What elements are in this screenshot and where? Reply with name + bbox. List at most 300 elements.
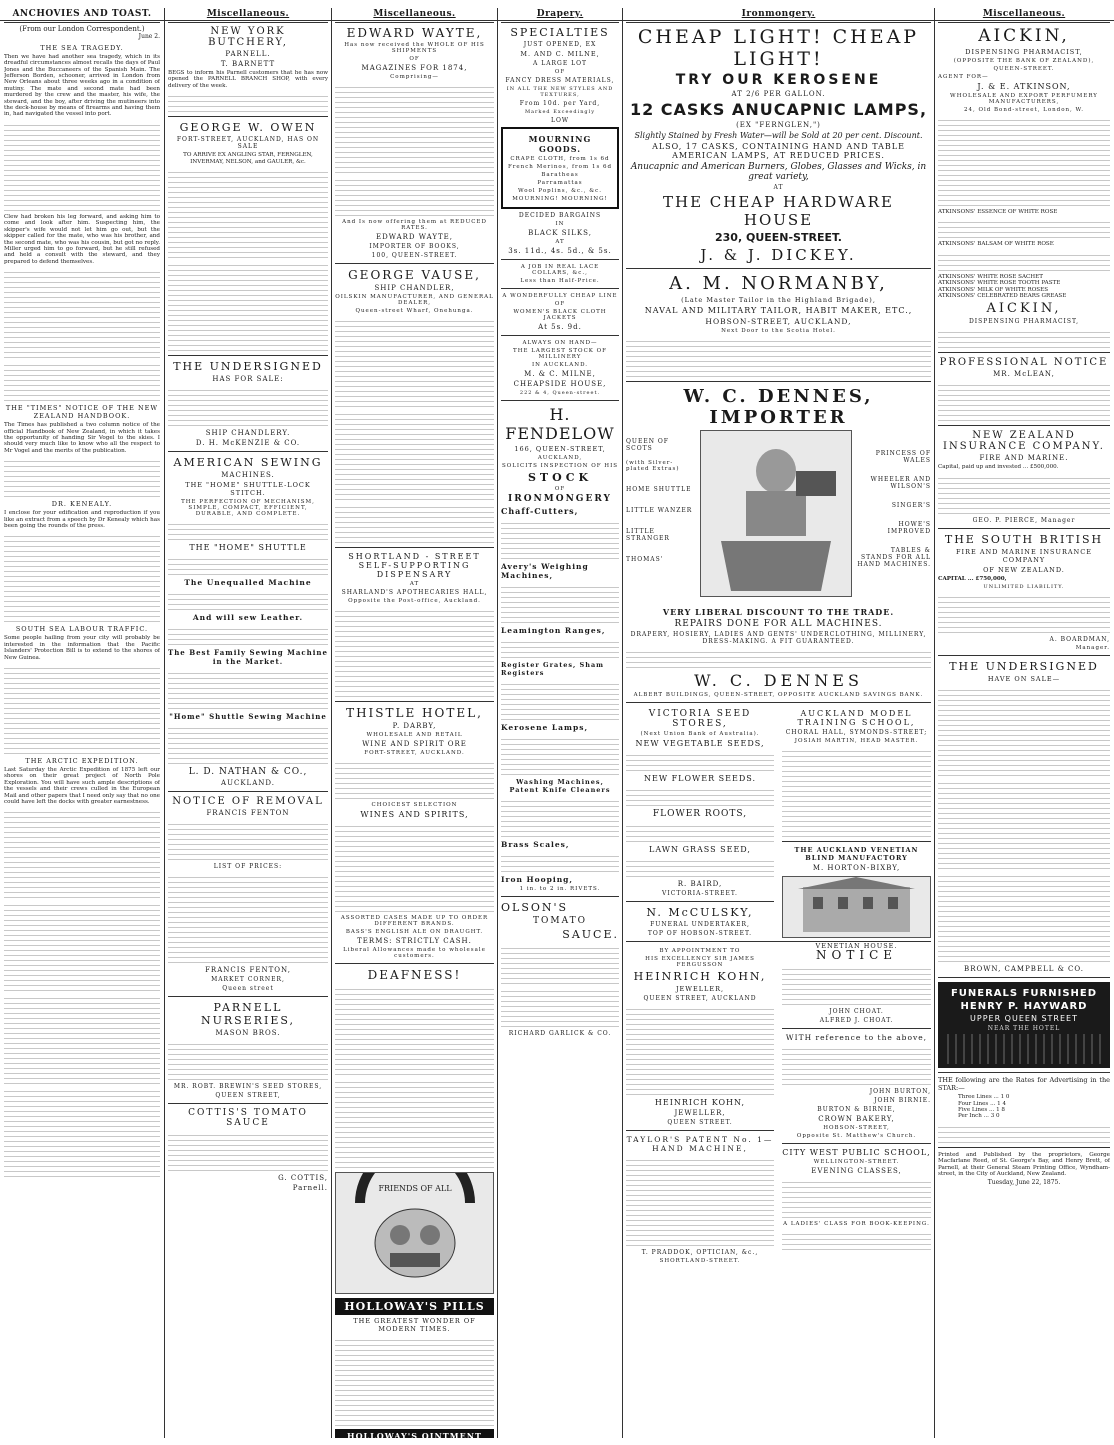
ad-signature: R. BAIRD, bbox=[677, 880, 723, 888]
ad-subtitle: AUCKLAND, bbox=[537, 455, 583, 461]
ad-subtitle: Comprising— bbox=[390, 74, 439, 80]
ad-signature: A. BOARDMAN, bbox=[1049, 636, 1110, 644]
ad-subtitle: (Next Union Bank of Australia). bbox=[640, 731, 760, 737]
column-rule bbox=[164, 8, 165, 1438]
machine-name: QUEEN OF SCOTS bbox=[626, 438, 669, 452]
ad-title: TAYLOR'S PATENT No. 1—HAND MACHINE, bbox=[626, 1135, 774, 1153]
machine-name: SINGER'S bbox=[891, 502, 931, 509]
text-block bbox=[335, 1078, 494, 1168]
ad-text: The Unequalled Machine bbox=[184, 578, 312, 588]
text-block bbox=[501, 852, 619, 872]
ad-signature: VICTORIA-STREET. bbox=[662, 890, 738, 897]
text-block bbox=[626, 648, 931, 668]
ad-subtitle: STOCK bbox=[527, 471, 593, 484]
text-block bbox=[335, 410, 494, 500]
ad-title: HOLLOWAY'S OINTMENT bbox=[335, 1429, 494, 1438]
text-block bbox=[626, 1156, 774, 1246]
article-heading: THE SEA TRAGEDY. bbox=[40, 43, 124, 52]
ad-text: The Best Family Sewing Machine in the Market. bbox=[168, 648, 328, 667]
ad-subtitle: OF bbox=[554, 69, 566, 75]
ad-subtitle: HAS FOR SALE: bbox=[212, 375, 284, 384]
ad-line: CHEAPSIDE HOUSE, bbox=[513, 380, 607, 388]
ad-title: CHEAP LIGHT! CHEAP LIGHT! bbox=[637, 26, 920, 70]
text-block bbox=[168, 386, 328, 426]
column-3 bbox=[335, 8, 494, 1438]
ad-subtitle: FANCY DRESS MATERIALS, bbox=[505, 77, 615, 84]
ad-line: ALWAYS ON HAND— bbox=[522, 340, 598, 346]
article-heading: THE ARCTIC EXPEDITION. bbox=[25, 757, 139, 765]
ad-title: VICTORIA SEED STORES, bbox=[648, 709, 752, 729]
ad-line: Anucapnic and American Burners, Globes, Glasses and Wicks, in great variety, bbox=[630, 162, 927, 182]
divider bbox=[938, 1072, 1110, 1073]
ad-signature: BROWN, CAMPBELL & CO. bbox=[964, 965, 1084, 974]
column-heading: Miscellaneous. bbox=[938, 8, 1110, 23]
ad-signature: DISPENSING PHARMACIST, bbox=[968, 318, 1080, 326]
ad-line: (EX "FERNGLEN,") bbox=[736, 121, 821, 129]
ad-title: THE SOUTH BRITISH bbox=[944, 532, 1104, 546]
divider bbox=[501, 400, 619, 401]
ad-subtitle: MR. ROBT. BREWIN'S SEED STORES, bbox=[173, 1083, 323, 1091]
ad-heading: Leamington Ranges, bbox=[501, 626, 606, 635]
ad-line: A JOB IN REAL LACE COLLARS, &c., bbox=[520, 264, 600, 276]
column-1 bbox=[4, 8, 160, 1438]
ad-text: BEGS to inform his Parnell customers that he has now opened the PARNELL BRANCH SHOP, with every delivery of the week. bbox=[168, 70, 328, 89]
text-block bbox=[4, 457, 160, 497]
column-rule bbox=[622, 8, 623, 1438]
ad-heading: Chaff-Cutters, bbox=[501, 506, 579, 516]
text-block bbox=[168, 92, 328, 112]
box-line: Parramattas bbox=[537, 180, 583, 186]
ad-subtitle: MACHINES. bbox=[221, 471, 275, 480]
ad-subtitle: IRONMONGERY bbox=[508, 494, 612, 504]
ad-line: BLACK SILKS, bbox=[528, 229, 592, 237]
ad-signature: Manager. bbox=[1075, 645, 1110, 652]
machine-name: HOME SHUTTLE bbox=[626, 486, 692, 493]
article-paragraph: Then we have had another sea tragedy, which in its dreadful circumstances almost recalls the days of Paul Jones and the Buccaneers of the Spanish Main. The Jefferson Borden, schooner, arrived in London from New Orleans about three weeks ago in a condition of mutiny. The mate and second mate had been murdered by the crew and the master, his wife, the steward, and the boy, after driving the mutineers into the deck-house by means of firearms and having them in, had navigated the vessel into port. bbox=[4, 53, 160, 118]
ad-line: IN AUCKLAND. bbox=[531, 362, 589, 368]
text-block bbox=[626, 857, 774, 877]
subcol-right bbox=[782, 707, 931, 952]
text-block bbox=[4, 901, 160, 991]
ad-title: THISTLE HOTEL, bbox=[346, 706, 483, 720]
ad-title: THE UNDERSIGNED bbox=[949, 660, 1099, 674]
ad-subtitle: Has now received the WHOLE OF HIS SHIPMENTS bbox=[344, 42, 485, 54]
holloway-engraving bbox=[335, 1172, 494, 1294]
text-block bbox=[501, 735, 619, 775]
ad-line: ALSO, 17 CASKS, CONTAINING HAND AND TABLE AMERICAN LAMPS, AT REDUCED PRICES. bbox=[652, 142, 905, 160]
building-drawing bbox=[783, 877, 930, 935]
ad-subtitle: OF bbox=[554, 486, 566, 492]
ad-name: T. BARNETT bbox=[220, 60, 276, 68]
text-block bbox=[168, 590, 328, 610]
text-block bbox=[938, 474, 1110, 514]
divider bbox=[626, 381, 931, 382]
ad-text: Liberal Allowances made to wholesale customers. bbox=[343, 947, 486, 959]
funerals-address: UPPER QUEEN STREET bbox=[970, 1014, 1078, 1024]
rates-row: Per Inch ... 3 0 bbox=[958, 1113, 1000, 1120]
text-block bbox=[168, 168, 328, 258]
mourning-box bbox=[501, 127, 619, 209]
column-heading: Drapery. bbox=[501, 8, 619, 23]
ad-agents: L. D. NATHAN & CO., bbox=[188, 767, 308, 778]
ad-text: THE PERFECTION OF MECHANISM, SIMPLE, COMPACT, EFFICIENT, DURABLE, AND COMPLETE. bbox=[181, 499, 315, 518]
divider bbox=[626, 268, 931, 269]
text-block bbox=[168, 1040, 328, 1080]
text-block bbox=[335, 176, 494, 216]
dateline: (From our London Correspondent.) bbox=[19, 25, 145, 33]
divider bbox=[626, 702, 931, 703]
divider bbox=[501, 896, 619, 897]
ad-title: DEAFNESS! bbox=[367, 968, 462, 982]
text-block bbox=[938, 872, 1110, 962]
divider bbox=[938, 655, 1110, 656]
ad-subtitle: QUEEN-STREET. bbox=[993, 66, 1055, 72]
column-5 bbox=[626, 8, 931, 1438]
text-block bbox=[938, 116, 1110, 206]
ad-address: ALBERT BUILDINGS, QUEEN-STREET, OPPOSITE AUCKLAND SAVINGS BANK. bbox=[633, 692, 924, 698]
ad-subtitle: FIRE AND MARINE. bbox=[979, 454, 1069, 463]
article-paragraph: Clew had broken his leg forward, and asking him to come and look after him. Suspecting him, the skipper's wife would not let him go out, but the skipper called for the mate, who was his brother, and the second mate, who was his cousin, but got no reply. Miller urged him to go forward, but he still refused and held a consult with the steward, and they prepared to defend themselves. bbox=[4, 213, 160, 265]
ad-title: HOLLOWAY'S PILLS bbox=[335, 1298, 494, 1315]
ad-subtitle: DISPENSING PHARMACIST, bbox=[965, 48, 1083, 56]
ad-name: J. & E. ATKINSON, bbox=[977, 82, 1071, 91]
ad-subtitle: M. AND C. MILNE, bbox=[520, 50, 600, 58]
machine-name: THOMAS' bbox=[626, 556, 664, 563]
divider bbox=[938, 425, 1110, 426]
text-block bbox=[335, 985, 494, 1075]
ad-subtitle: HOBSON-STREET, AUCKLAND, bbox=[705, 317, 852, 326]
rates-row: Four Lines ... 1 4 bbox=[958, 1100, 1007, 1107]
ad-headline: TRY OUR KEROSENE bbox=[675, 72, 882, 88]
ad-line: LAWN GRASS SEED, bbox=[649, 845, 751, 854]
ad-signature: Queen street bbox=[222, 985, 274, 993]
text-block bbox=[782, 965, 931, 1005]
divider bbox=[335, 701, 494, 702]
ad-line: M. & C. MILNE, bbox=[524, 370, 596, 378]
ad-line: AT bbox=[555, 239, 565, 245]
text-block bbox=[782, 1178, 931, 1218]
text-block bbox=[626, 337, 931, 377]
divider bbox=[168, 996, 328, 997]
ad-subtitle: PARNELL. bbox=[225, 50, 271, 58]
ad-line: Less than Half-Price. bbox=[520, 278, 600, 284]
text-block bbox=[782, 1230, 931, 1250]
ad-text: "Home" Shuttle Sewing Machine bbox=[169, 712, 327, 722]
ad-text: THE "HOME" SHUTTLE-LOCK STITCH. bbox=[185, 481, 311, 498]
ad-title: W. C. DENNES, IMPORTER bbox=[683, 386, 874, 428]
ad-subtitle: NAVAL AND MILITARY TAILOR, HABIT MAKER, ETC., bbox=[644, 306, 913, 315]
ad-heading: Kerosene Lamps, bbox=[501, 723, 589, 732]
text-block bbox=[626, 751, 774, 771]
ad-signature: W. C. DENNES bbox=[694, 671, 863, 690]
machine-name: PRINCESS OF WALES bbox=[875, 450, 931, 464]
ad-signature: JEWELLER, bbox=[674, 1109, 726, 1117]
ad-line: DRAPERY, HOSIERY, LADIES AND GENTS' UNDERCLOTHING, MILLINERY, DRESS-MAKING. A FIT GUARANTEED. bbox=[630, 631, 927, 645]
emblem-banner: FRIENDS OF ALL bbox=[377, 1184, 452, 1193]
sewing-machine-illustration bbox=[700, 430, 852, 597]
ad-title: NEW ZEALAND INSURANCE COMPANY. bbox=[943, 430, 1105, 453]
machine-name: HOWE'S IMPROVED bbox=[887, 521, 931, 535]
box-line: Wool Poplins, &c., &c. bbox=[517, 188, 603, 194]
text-block bbox=[168, 1131, 328, 1171]
ad-line: WOMEN'S BLACK CLOTH JACKETS bbox=[513, 309, 607, 321]
ad-title: AICKIN, bbox=[978, 26, 1070, 46]
text-block bbox=[501, 680, 619, 720]
ad-signature: JOHN CHOAT. bbox=[829, 1008, 884, 1015]
ad-subtitle: Next Door to the Scotia Hotel. bbox=[721, 328, 836, 334]
machine-list-left bbox=[626, 430, 696, 573]
box-line: MOURNING! MOURNING! bbox=[512, 196, 608, 202]
product-item: ATKINSONS' WHITE ROSE SACHET bbox=[938, 273, 1043, 280]
ad-subtitle: IN ALL THE NEW STYLES AND TEXTURES, bbox=[506, 86, 614, 98]
product-item: ATKINSONS' MILK OF WHITE ROSES bbox=[938, 286, 1049, 293]
ad-signature: FRANCIS FENTON, bbox=[205, 966, 291, 975]
ad-subtitle: VENETIAN HOUSE. bbox=[815, 942, 898, 950]
subcol-left bbox=[626, 707, 774, 939]
ad-title: THE AUCKLAND VENETIAN BLIND MANUFACTORY bbox=[794, 846, 919, 862]
divider bbox=[168, 116, 328, 117]
ad-signature: D. H. McKENZIE & CO. bbox=[195, 439, 301, 448]
machine-name: LITTLE STRANGER bbox=[626, 528, 670, 542]
ad-line: AT 2/6 PER GALLON. bbox=[731, 90, 826, 98]
article-paragraph: Last Saturday the Arctic Expedition of 1875 left our shores on their great project of North Pole Exploration. You will have such ample descriptions of the vessels and their crews culled in the European Mail and other papers that I need only say that no one could have left the docks with greater earnestness. bbox=[4, 767, 160, 806]
ad-title: AUCKLAND MODEL TRAINING SCHOOL, bbox=[797, 709, 916, 727]
ad-subtitle: TOP OF HOBSON-STREET. bbox=[647, 930, 753, 937]
ad-subtitle: WINE AND SPIRIT ORE bbox=[362, 740, 467, 748]
text-block bbox=[168, 873, 328, 963]
ad-subtitle: JOSIAH MARTIN, HEAD MASTER. bbox=[794, 738, 919, 744]
ad-name: P. DARBY, bbox=[392, 722, 437, 730]
text-block bbox=[168, 669, 328, 709]
ad-address: 230, QUEEN-STREET. bbox=[715, 231, 842, 244]
ad-subtitle: Queen-street Wharf, Onehunga. bbox=[355, 308, 474, 314]
column-rule bbox=[331, 8, 332, 1438]
ad-appointment: HIS EXCELLENCY SIR JAMES FERGUSSON bbox=[645, 956, 755, 968]
article-heading: THE "TIMES" NOTICE OF THE NEW ZEALAND HANDBOOK. bbox=[5, 404, 159, 421]
article-heading: DR. KENEALY. bbox=[51, 500, 113, 509]
text-block bbox=[4, 664, 160, 754]
machine-name: (with Silver-plated Extras) bbox=[626, 460, 680, 472]
divider bbox=[501, 259, 619, 260]
divider bbox=[335, 963, 494, 964]
ad-subtitle: OILSKIN MANUFACTURER, AND GENERAL DEALER, bbox=[335, 294, 494, 306]
column-2 bbox=[168, 8, 328, 1438]
ad-subtitle: OF NEW ZEALAND. bbox=[983, 565, 1065, 574]
divider bbox=[782, 1143, 931, 1144]
ad-subtitle: AGENT FOR— bbox=[938, 74, 989, 80]
ad-signature: QUEEN STREET. bbox=[667, 1119, 733, 1126]
ad-signature: CROWN BAKERY, bbox=[818, 1115, 895, 1123]
divider bbox=[626, 901, 774, 902]
ad-name: M. HORTON-BIXBY, bbox=[812, 864, 901, 872]
ad-subtitle: From 10d. per Yard, bbox=[519, 100, 601, 107]
text-block bbox=[335, 317, 494, 407]
text-block bbox=[4, 808, 160, 898]
product-item: ATKINSONS' BALSAM OF WHITE ROSE bbox=[938, 241, 1054, 248]
rates-table bbox=[938, 1094, 1110, 1120]
ad-line: At 5s. 9d. bbox=[538, 323, 582, 331]
ad-title: CITY WEST PUBLIC SCHOOL, bbox=[782, 1148, 931, 1157]
text-block bbox=[4, 361, 160, 401]
product-item: ATKINSONS' ESSENCE OF WHITE ROSE bbox=[938, 209, 1058, 215]
text-block bbox=[938, 779, 1110, 869]
ad-line: THE LARGEST STOCK OF MILLINERY bbox=[513, 348, 607, 360]
ad-title: COTTIS'S TOMATO SAUCE bbox=[188, 1108, 308, 1129]
ad-title: SPECIALTIES bbox=[510, 26, 610, 39]
funerals-address: NEAR THE HOTEL bbox=[987, 1025, 1061, 1033]
ad-title: NOTICE OF REMOVAL bbox=[172, 796, 324, 808]
rates-heading: THE following are the Rates for Advertising in the STAR:— bbox=[938, 1076, 1110, 1092]
ad-text: 1 in. to 2 in. RIVETS. bbox=[519, 886, 601, 892]
ad-title: WITH reference to the above, bbox=[785, 1033, 928, 1042]
ad-signature: Parnell. bbox=[292, 1184, 328, 1193]
article-paragraph: Some people hailing from your city will probably be interested in the information that the Pacific Islanders' Protection Bill is to extend to the shores of New Guinea. bbox=[4, 635, 160, 661]
text-block bbox=[938, 593, 1110, 633]
text-block bbox=[938, 1123, 1110, 1143]
text-block bbox=[335, 822, 494, 912]
text-block bbox=[335, 1336, 494, 1426]
text-block bbox=[501, 944, 619, 984]
ad-signature: SHORTLAND-STREET. bbox=[659, 1258, 741, 1264]
article-date: June 2. bbox=[138, 33, 160, 41]
ad-title: N. McCULSKY, bbox=[646, 906, 754, 919]
text-block bbox=[501, 638, 619, 658]
two-col-ads-lower bbox=[626, 946, 931, 1264]
text-block bbox=[938, 251, 1110, 271]
subcol-right-lower bbox=[782, 946, 931, 1253]
ad-signature: ALFRED J. CHOAT. bbox=[819, 1017, 894, 1024]
ad-line: Slightly Stained by Fresh Water—will be Sold at 20 per cent. Discount. bbox=[634, 131, 923, 140]
ad-address: 24, Old Bond-street, London, W. bbox=[963, 107, 1084, 113]
text-block bbox=[626, 1005, 774, 1095]
ad-heading: Washing Machines, Patent Knife Cleaners bbox=[509, 778, 611, 794]
ad-subtitle: QUEEN STREET, AUCKLAND bbox=[643, 995, 757, 1002]
ad-headline: 12 CASKS ANUCAPNIC LAMPS, bbox=[629, 100, 928, 119]
text-block bbox=[938, 686, 1110, 776]
text-block bbox=[501, 797, 619, 837]
ad-subtitle: SOLICITS INSPECTION OF HIS bbox=[501, 463, 619, 469]
ad-title: PARNELL NURSERIES, bbox=[200, 1001, 296, 1028]
ad-line: A WONDERFULLY CHEAP LINE bbox=[502, 293, 618, 299]
ad-heading: Brass Scales, bbox=[501, 840, 570, 849]
ad-subtitle: LOW bbox=[550, 117, 570, 124]
ad-text: ASSORTED CASES MADE UP TO ORDER DIFFERENT BRANDS. bbox=[340, 915, 489, 927]
text-block bbox=[938, 218, 1110, 238]
imprint: Printed and Published by the proprietors, George Macfarlane Reed, of St. George's Bay, and Henry Brett, of Parnell, at their General Steam Printing Office, Wyndham-street, in the City of Auckland, New Zealand. bbox=[938, 1151, 1110, 1178]
ad-line: VERY LIBERAL DISCOUNT TO THE TRADE. bbox=[662, 607, 895, 617]
ad-signature: RICHARD GARLICK & CO. bbox=[508, 1030, 612, 1037]
text-block bbox=[938, 381, 1110, 421]
divider bbox=[168, 355, 328, 356]
divider bbox=[501, 335, 619, 336]
venetian-house-illustration bbox=[782, 876, 931, 938]
ad-subtitle: Marked Exceedingly bbox=[524, 109, 596, 115]
ad-subtitle: WINES AND SPIRITS, bbox=[360, 810, 469, 819]
ad-signature: Opposite St. Matthew's Church. bbox=[796, 1133, 917, 1139]
ad-text: And will sew Leather. bbox=[192, 613, 304, 623]
text-block bbox=[168, 555, 328, 575]
ad-line: NEW FLOWER SEEDS. bbox=[644, 774, 756, 783]
ad-signature: J. & J. DICKEY. bbox=[700, 246, 857, 264]
ad-text: And Is now offering them at REDUCED RATES. bbox=[342, 219, 487, 231]
ad-subtitle: AT bbox=[409, 581, 420, 587]
article-paragraph: I enclose for your edification and reproduction if you like an extract from a speech by Dr Kenealy which has been going the rounds of the press. bbox=[4, 510, 160, 529]
ad-title: NOTICE bbox=[815, 948, 898, 962]
ad-title: HEINRICH KOHN, bbox=[633, 970, 767, 983]
imprint-date: Tuesday, June 22, 1875. bbox=[987, 1178, 1061, 1186]
ad-line: FLOWER ROOTS, bbox=[652, 809, 748, 819]
ad-line: REPAIRS DONE FOR ALL MACHINES. bbox=[674, 619, 883, 629]
divider bbox=[335, 263, 494, 264]
ad-subtitle: FUNERAL UNDERTAKER, bbox=[650, 921, 750, 928]
text-block bbox=[938, 328, 1110, 348]
ad-title: TOMATO bbox=[533, 916, 587, 926]
text-block bbox=[4, 268, 160, 358]
ad-title: EDWARD WAYTE, bbox=[346, 26, 483, 40]
ad-signature: EDWARD WAYTE, bbox=[376, 233, 453, 241]
machine-list-right bbox=[856, 430, 931, 580]
ad-subtitle: JUST OPENED, EX bbox=[523, 41, 597, 48]
ad-line: 222 & 4, Queen-street. bbox=[519, 390, 601, 396]
ad-subtitle: FORT-STREET, AUCKLAND, HAS ON SALE bbox=[176, 136, 320, 151]
ad-subtitle: THE GREATEST WONDER OF MODERN TIMES. bbox=[353, 1317, 476, 1333]
ad-subtitle: UNLIMITED LIABILITY. bbox=[983, 584, 1065, 591]
column-heading: Ironmongery. bbox=[626, 8, 931, 23]
ad-signature: 100, QUEEN-STREET. bbox=[371, 252, 458, 259]
ad-title: H. FENDELOW bbox=[505, 405, 615, 443]
text-block bbox=[168, 820, 328, 860]
divider bbox=[168, 1103, 328, 1104]
product-item: ATKINSONS' CELEBRATED BEARS GREASE bbox=[938, 293, 1067, 300]
ad-subtitle: FORT-STREET, AUCKLAND. bbox=[364, 750, 465, 756]
ad-subtitle: CHORAL HALL, SYMONDS-STREET; bbox=[785, 729, 928, 736]
text-block bbox=[335, 607, 494, 697]
ad-subtitle: A LARGE LOT bbox=[532, 60, 588, 67]
text-block bbox=[626, 786, 774, 806]
ad-text: TO ARRIVE EX ANGLING STAR, FERNGLEN, INVERMAY, NELSON, and GAULER, &c. bbox=[183, 152, 313, 165]
funerals-banner: FUNERALS FURNISHED bbox=[950, 988, 1098, 1000]
text-block bbox=[501, 583, 619, 623]
divider bbox=[938, 352, 1110, 353]
ad-title: OLSON'S bbox=[501, 901, 569, 914]
ad-signature: JOHN BURTON, bbox=[869, 1088, 931, 1095]
text-block bbox=[335, 83, 494, 173]
funerals-texture bbox=[941, 1034, 1107, 1064]
ad-line: AT bbox=[773, 184, 784, 191]
ad-subtitle: Opposite the Post-office, Auckland. bbox=[348, 598, 481, 604]
ad-city: AUCKLAND. bbox=[221, 779, 275, 788]
ad-subtitle: HAVE ON SALE— bbox=[987, 675, 1061, 684]
ad-title: AMERICAN SEWING bbox=[173, 456, 323, 470]
ad-subtitle: EVENING CLASSES, bbox=[811, 1167, 902, 1175]
ad-capital: CAPITAL ... £750,000, bbox=[938, 575, 1007, 582]
ad-subtitle: LIST OF PRICES: bbox=[213, 863, 283, 871]
column-6 bbox=[938, 8, 1110, 1438]
ad-capital: Capital, paid up and invested ... £500,000. bbox=[938, 464, 1059, 471]
text-block bbox=[168, 625, 328, 645]
ad-signature: MARKET CORNER, bbox=[211, 976, 285, 984]
ad-subtitle: WELLINGTON-STREET. bbox=[813, 1159, 900, 1165]
ad-heading: Iron Hooping, bbox=[501, 875, 574, 884]
ad-name: SHIP CHANDLERY. bbox=[205, 429, 291, 438]
ad-signature: AICKIN, bbox=[986, 301, 1062, 317]
ad-headline: THE CHEAP HARDWARE HOUSE bbox=[663, 193, 894, 229]
ad-line: NEW VEGETABLE SEEDS, bbox=[635, 739, 765, 748]
product-list bbox=[938, 209, 1110, 299]
divider bbox=[938, 1147, 1110, 1148]
divider bbox=[501, 288, 619, 289]
ad-text: TERMS: STRICTLY CASH. bbox=[357, 937, 472, 945]
